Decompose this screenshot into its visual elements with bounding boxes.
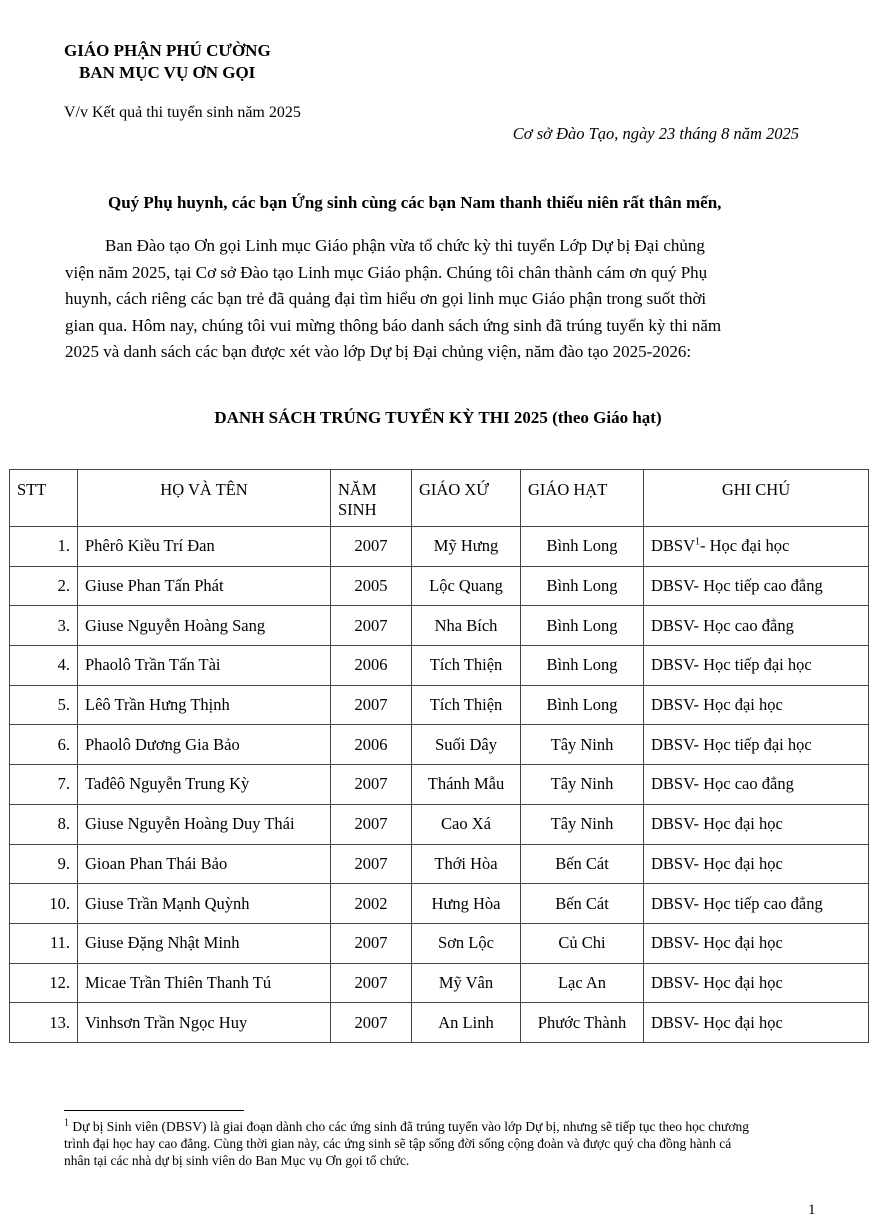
deanery-cell: Tây Ninh <box>521 725 644 765</box>
birth-year-cell: 2007 <box>331 765 412 805</box>
birth-year-cell: 2002 <box>331 884 412 924</box>
deanery-cell: Phước Thành <box>521 1003 644 1043</box>
note-text: - Học tiếp đại học <box>693 734 812 754</box>
note-cell <box>644 646 869 686</box>
paragraph-line: Ban Đào tạo Ơn gọi Linh mục Giáo phận vừa tổ chức kỳ thi tuyển Lớp Dự bị Đại chủng <box>105 236 705 255</box>
full-name-cell: Giuse Nguyễn Hoàng Duy Thái <box>78 804 331 844</box>
parish-cell: Thới Hòa <box>412 844 521 884</box>
note-text: - Học đại học <box>693 814 783 834</box>
note-cell <box>644 527 869 567</box>
note-prefix: DBSV <box>651 734 694 754</box>
admission-results-table <box>9 469 869 1043</box>
full-name-cell: Giuse Trần Mạnh Quỳnh <box>78 884 331 924</box>
note-text: - Học tiếp cao đẳng <box>693 893 823 913</box>
row-number-cell: 10. <box>10 884 78 924</box>
note-prefix: DBSV <box>651 972 694 992</box>
birth-year-cell: 2007 <box>331 844 412 884</box>
full-name-cell: Micae Trần Thiên Thanh Tú <box>78 963 331 1003</box>
footnote-marker: 1 <box>64 1117 69 1129</box>
note-cell <box>644 566 869 606</box>
row-number-cell: 12. <box>10 963 78 1003</box>
birth-year-cell: 2006 <box>331 725 412 765</box>
birth-year-cell: 2005 <box>331 566 412 606</box>
table-row <box>10 963 869 1003</box>
footnote-reference[interactable]: 1 <box>695 536 701 548</box>
table-row <box>10 765 869 805</box>
birth-year-cell: 2007 <box>331 685 412 725</box>
note-text: - Học đại học <box>693 933 783 953</box>
full-name-cell: Gioan Phan Thái Bảo <box>78 844 331 884</box>
header-deanery: GIÁO HẠT <box>521 470 644 527</box>
note-text: - Học đại học <box>693 853 783 873</box>
row-number-cell: 2. <box>10 566 78 606</box>
paragraph-line: huynh, cách riêng các bạn trẻ đã quảng đại tìm hiểu ơn gọi linh mục Giáo phận trong suốt thời <box>65 289 707 309</box>
birth-year-cell: 2006 <box>331 646 412 686</box>
note-cell <box>644 844 869 884</box>
note-cell <box>644 765 869 805</box>
note-cell <box>644 606 869 646</box>
note-cell <box>644 804 869 844</box>
paragraph-line: viện năm 2025, tại Cơ sở Đào tạo Linh mục Giáo phận. Chúng tôi chân thành cám ơn quý Phụ <box>65 262 708 282</box>
note-prefix: DBSV <box>651 853 694 873</box>
parish-cell: Tích Thiện <box>412 646 521 686</box>
full-name-cell: Lêô Trần Hưng Thịnh <box>78 685 331 725</box>
parish-cell: Nha Bích <box>412 606 521 646</box>
deanery-cell: Bình Long <box>521 606 644 646</box>
table-row <box>10 884 869 924</box>
note-cell <box>644 884 869 924</box>
note-text: - Học đại học <box>693 695 783 715</box>
table-row <box>10 646 869 686</box>
header-stt: STT <box>10 470 78 527</box>
table-row <box>10 725 869 765</box>
footnote-line <box>64 1118 834 1135</box>
row-number-cell: 11. <box>10 923 78 963</box>
birth-year-cell: 2007 <box>331 606 412 646</box>
note-text: - Học đại học <box>693 972 783 992</box>
note-cell <box>644 923 869 963</box>
table-header-row <box>10 470 869 527</box>
note-prefix: DBSV <box>651 1012 694 1032</box>
note-prefix: DBSV <box>651 536 696 556</box>
note-prefix: DBSV <box>651 814 694 834</box>
place-and-date: Cơ sở Đào Tạo, ngày 23 tháng 8 năm 2025 <box>512 124 799 143</box>
parish-cell: Thánh Mẫu <box>412 765 521 805</box>
deanery-cell: Bình Long <box>521 685 644 725</box>
paragraph-line: gian qua. Hôm nay, chúng tôi vui mừng thông báo danh sách ứng sinh đã trúng tuyển kỳ thi năm <box>65 315 722 335</box>
footnote-line: trình đại học hay cao đẳng. Cùng thời gian này, các ứng sinh sẽ tập sống đời sống cộng đoàn và được quý cha đồng hành cá <box>64 1136 732 1151</box>
note-text: - Học đại học <box>693 1012 783 1032</box>
salutation: Quý Phụ huynh, các bạn Ứng sinh cùng các bạn Nam thanh thiếu niên rất thân mến, <box>108 193 722 212</box>
deanery-cell: Tây Ninh <box>521 765 644 805</box>
note-prefix: DBSV <box>651 893 694 913</box>
deanery-cell: Bến Cát <box>521 884 644 924</box>
header-note: GHI CHÚ <box>644 470 869 527</box>
note-text: - Học cao đẳng <box>693 615 794 635</box>
note-prefix: DBSV <box>651 774 694 794</box>
table-row <box>10 606 869 646</box>
table-row <box>10 804 869 844</box>
birth-year-cell: 2007 <box>331 963 412 1003</box>
row-number-cell: 3. <box>10 606 78 646</box>
page-number: 1 <box>808 1202 816 1218</box>
parish-cell: An Linh <box>412 1003 521 1043</box>
row-number-cell: 5. <box>10 685 78 725</box>
note-cell <box>644 725 869 765</box>
footnote-line: nhân tại các nhà dự bị sinh viên do Ban Mục vụ Ơn gọi tổ chức. <box>64 1153 410 1168</box>
row-number-cell: 1. <box>10 527 78 567</box>
note-prefix: DBSV <box>651 695 694 715</box>
note-text: - Học cao đẳng <box>693 774 794 794</box>
parish-cell: Mỹ Hưng <box>412 527 521 567</box>
row-number-cell: 6. <box>10 725 78 765</box>
full-name-cell: Giuse Đặng Nhật Minh <box>78 923 331 963</box>
table-row <box>10 566 869 606</box>
parish-cell: Hưng Hòa <box>412 884 521 924</box>
paragraph-line: 2025 và danh sách các bạn được xét vào lớp Dự bị Đại chủng viện, năm đào tạo 2025-2026: <box>65 342 692 362</box>
deanery-cell: Lạc An <box>521 963 644 1003</box>
note-prefix: DBSV <box>651 933 694 953</box>
note-text: - Học tiếp đại học <box>693 655 812 675</box>
birth-year-cell: 2007 <box>331 1003 412 1043</box>
deanery-cell: Bình Long <box>521 566 644 606</box>
full-name-cell: Giuse Phan Tấn Phát <box>78 566 331 606</box>
header-full-name: HỌ VÀ TÊN <box>78 470 331 527</box>
full-name-cell: Vinhsơn Trần Ngọc Huy <box>78 1003 331 1043</box>
document-subject: V/v Kết quả thi tuyển sinh năm 2025 <box>64 104 301 121</box>
table-row <box>10 685 869 725</box>
note-prefix: DBSV <box>651 615 694 635</box>
note-cell <box>644 685 869 725</box>
list-title: DANH SÁCH TRÚNG TUYỂN KỲ THI 2025 (theo Giáo hạt) <box>214 408 662 427</box>
table-row <box>10 844 869 884</box>
note-prefix: DBSV <box>651 576 694 596</box>
row-number-cell: 13. <box>10 1003 78 1043</box>
parish-cell: Mỹ Vân <box>412 963 521 1003</box>
diocese-name: GIÁO PHẬN PHÚ CƯỜNG <box>64 41 271 60</box>
footnote <box>64 1118 834 1169</box>
announcement-paragraph <box>65 233 815 366</box>
parish-cell: Cao Xá <box>412 804 521 844</box>
header-parish: GIÁO XỨ <box>412 470 521 527</box>
note-cell <box>644 1003 869 1043</box>
note-prefix: DBSV <box>651 655 694 675</box>
note-cell <box>644 963 869 1003</box>
table-body <box>10 527 869 1043</box>
full-name-cell: Tađêô Nguyễn Trung Kỳ <box>78 765 331 805</box>
row-number-cell: 7. <box>10 765 78 805</box>
full-name-cell: Giuse Nguyễn Hoàng Sang <box>78 606 331 646</box>
row-number-cell: 4. <box>10 646 78 686</box>
parish-cell: Lộc Quang <box>412 566 521 606</box>
footnote-separator <box>64 1110 244 1111</box>
office-name: BAN MỤC VỤ ƠN GỌI <box>79 63 256 82</box>
deanery-cell: Củ Chi <box>521 923 644 963</box>
footnote-text: Dự bị Sinh viên (DBSV) là giai đoạn dành cho các ứng sinh đã trúng tuyển vào lớp Dự bị, nhưng sẽ tiếp tục theo học chương <box>69 1119 749 1134</box>
row-number-cell: 8. <box>10 804 78 844</box>
full-name-cell: Phaolô Dương Gia Bảo <box>78 725 331 765</box>
deanery-cell: Bến Cát <box>521 844 644 884</box>
header-birth-year: NĂM SINH <box>331 470 412 527</box>
row-number-cell: 9. <box>10 844 78 884</box>
birth-year-cell: 2007 <box>331 923 412 963</box>
table-row <box>10 923 869 963</box>
parish-cell: Tích Thiện <box>412 685 521 725</box>
note-text: - Học đại học <box>700 536 790 556</box>
table-row <box>10 1003 869 1043</box>
note-text: - Học tiếp cao đẳng <box>693 576 823 596</box>
birth-year-cell: 2007 <box>331 527 412 567</box>
deanery-cell: Bình Long <box>521 527 644 567</box>
parish-cell: Suối Dây <box>412 725 521 765</box>
full-name-cell: Phaolô Trần Tấn Tài <box>78 646 331 686</box>
birth-year-cell: 2007 <box>331 804 412 844</box>
deanery-cell: Tây Ninh <box>521 804 644 844</box>
deanery-cell: Bình Long <box>521 646 644 686</box>
table-row <box>10 527 869 567</box>
parish-cell: Sơn Lộc <box>412 923 521 963</box>
full-name-cell: Phêrô Kiều Trí Đan <box>78 527 331 567</box>
